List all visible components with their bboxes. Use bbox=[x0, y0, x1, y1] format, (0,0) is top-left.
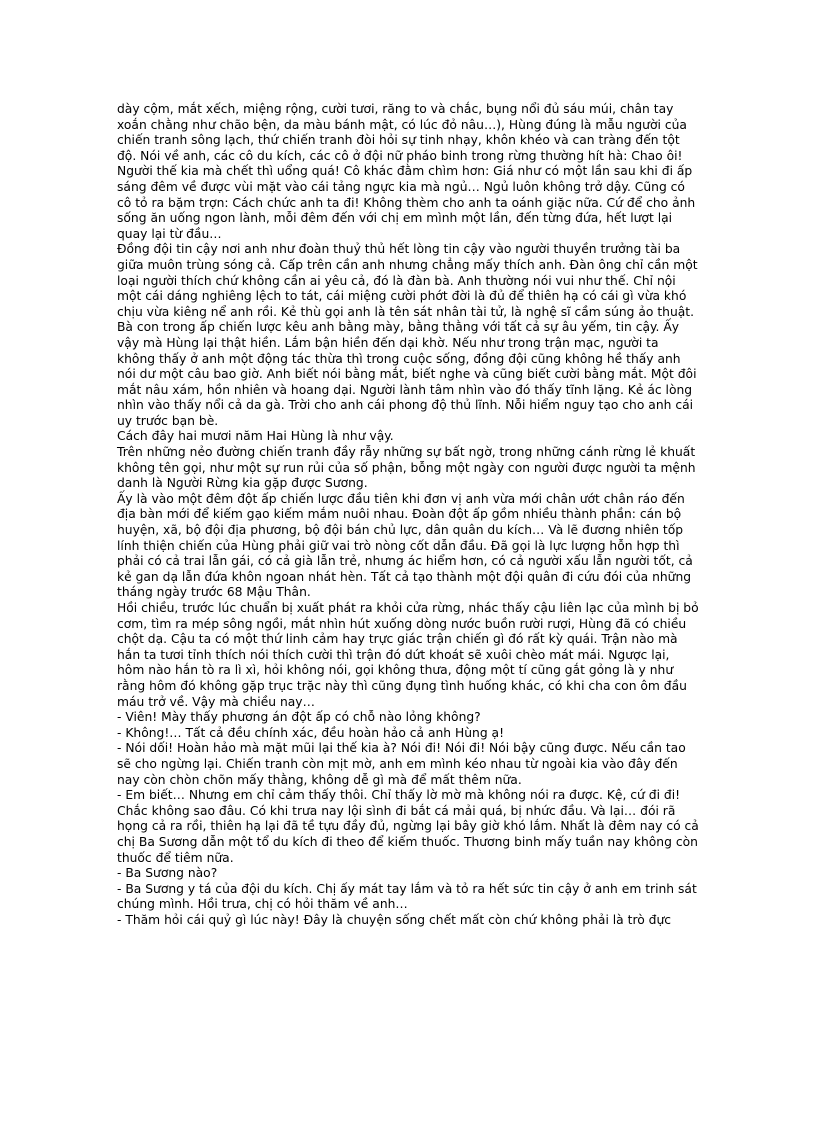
paragraph: dày cộm, mắt xếch, miệng rộng, cười tươi, răng to và chắc, bụng nổi đủ sáu múi, chân tay xoắn chằng như chão bện, da màu bánh mật, có lúc đỏ nâu…), Hùng đúng là mẫu người của chiến tranh sông lạch, thứ chiến tranh đòi hỏi sự tinh nhạy, khôn khéo và can tràng đến tột độ. Nói về anh, các cô du kích, các cô ở đội nữ pháo binh trong rừng thường hít hà: Chao ôi! Người thế kia mà chết thì uổng quá! Cô khác đằm chìm hơn: Giá như có một lần sau khi đi ấp sáng đêm về được vùi mặt vào cái tảng ngực kia mà ngủ… Ngủ luôn không trở dậy. Cũng có cô tỏ ra bặm trợn: Cách chức anh ta đi! Không thèm cho anh ta oánh giặc nữa. Cứ để cho ảnh sống ăn uống ngon lành, mỗi đêm đến với chị em mình một lần, đến từng đứa, hết lượt lại quay lại từ đầu… bbox=[117, 102, 696, 241]
dialogue-line: - Ba Sương nào? bbox=[117, 866, 218, 881]
document-page bbox=[117, 102, 699, 928]
paragraph: Trên những nẻo đường chiến tranh đầy rẫy những sự bất ngờ, trong những cánh rừng lẻ khuất không tên gọi, như một sự run rủi của số phận, bỗng một ngày con người được người ta mệnh danh là Người Rừng kia gặp được Sương. bbox=[117, 445, 696, 491]
dialogue-line: - Viên! Mày thấy phương án đột ấp có chỗ nào lỏng không? bbox=[117, 710, 481, 725]
paragraph: Đồng đội tin cậy nơi anh như đoàn thuỷ thủ hết lòng tin cậy vào người thuyền trưởng tài ba giữa muôn trùng sóng cả. Cấp trên cần anh nhưng chẳng mấy thích anh. Đàn ông chỉ cần một loại người thích chứ không cần ai yêu cả, đó là đàn bà. Anh thường nói vui như thế. Chỉ nội một cái dáng nghiêng lệch to tát, cái miệng cười phớt đời là đủ để thiên hạ có cái gì vừa khó chịu vừa kiêng nể anh rồi. Kẻ thù gọi anh là tên sát nhân tài tử, là nghệ sĩ cầm súng ảo thuật. Bà con trong ấp chiến lược kêu anh bằng mày, bằng thằng với tất cả sự âu yếm, tin cậy. Ấy vậy mà Hùng lại thật hiền. Lắm bận hiền đến dại khờ. Nếu như trong trận mạc, người ta không thấy ở anh một động tác thừa thì trong cuộc sống, đồng đội cũng không hề thấy anh nói dư một câu bao giờ. Anh biết nói bằng mắt, biết nghe và cũng biết cười bằng mắt. Một đôi mắt nâu xám, hồn nhiên và hoang dại. Người lành tâm nhìn vào đó thấy tĩnh lặng. Kẻ ác lòng nhìn vào thấy nổi cả da gà. Trời cho anh cái phong độ thủ lĩnh. Nỗi hiểm nguy tạo cho anh cái uy trước bạn bè. bbox=[117, 242, 698, 428]
dialogue-line: - Thăm hỏi cái quỷ gì lúc này! Đây là chuyện sống chết mất còn chứ không phải là trò đực bbox=[117, 912, 672, 927]
paragraph: Hồi chiều, trước lúc chuẩn bị xuất phát ra khỏi cửa rừng, nhác thấy cậu liên lạc của mình bị bỏ cơm, tìm ra mép sông ngồi, mắt nhìn hút xuống dòng nước buồn rười rượi, Hùng đã có chiều chột dạ. Cậu ta có một thứ linh cảm hay trực giác trận chiến gì đó rất kỳ quái. Trận nào mà hắn ta tươi tỉnh thích nói thích cười thì trận đó dứt khoát sẽ xuôi chèo mát mái. Ngược lại, hôm nào hắn tò ra lì xì, hỏi không nói, gọi không thưa, động một tí cũng gắt gỏng là y như rằng hôm đó không gặp trục trặc này thì cũng đụng tình huống khác, có khi cha con ôm đầu máu trở về. Vậy mà chiều nay… bbox=[117, 601, 699, 709]
paragraph: Cách đây hai mươi năm Hai Hùng là như vậy. bbox=[117, 429, 394, 444]
dialogue-line: - Nói dối! Hoàn hảo mà mặt mũi lại thế kia à? Nói đi! Nói đi! Nói bậy cũng được. Nếu cần tao sẽ cho ngừng lại. Chiến tranh còn mịt mờ, anh em mình kéo nhau từ ngoài kia vào đây đến nay còn chòn chõn mấy thằng, không dễ gì mà để mất thêm nữa. bbox=[117, 741, 686, 787]
dialogue-line: - Em biết… Nhưng em chỉ cảm thấy thôi. Chỉ thấy lờ mờ mà không nói ra được. Kệ, cứ đi đi! Chắc không sao đâu. Có khi trưa nay lội sình đi bắt cá mải quá, bị nhức đầu. Và lại… đói rã họng cả ra rồi, thiên hạ lại đã tề tựu đầy đủ, ngừng lại bây giờ khó lắm. Nhất là đêm nay có cả chị Ba Sương dẫn một tổ du kích đi theo để kiếm thuốc. Thương binh mấy tuần nay không còn thuốc để tiêm nữa. bbox=[117, 788, 699, 865]
dialogue-line: - Ba Sương y tá của đội du kích. Chị ấy mát tay lắm và tỏ ra hết sức tin cậy ở anh em trinh sát chúng mình. Hồi trưa, chị có hỏi thăm về anh… bbox=[117, 881, 697, 912]
dialogue-line: - Không!… Tất cả đều chính xác, đều hoàn hảo cả anh Hùng ạ! bbox=[117, 725, 505, 740]
paragraph: Ấy là vào một đêm đột ấp chiến lược đầu tiên khi đơn vị anh vừa mới chân ướt chân ráo đến địa bàn mới để kiếm gạo kiếm mắm nuôi nhau. Đoàn đột ấp gồm nhiều thành phần: cán bộ huyện, xã, bộ đội địa phương, bộ đội bán chủ lực, dân quân du kích… Và lẽ đương nhiên tốp lính thiện chiến của Hùng phải giữ vai trò nòng cốt dẫn đầu. Đã gọi là lực lượng hỗn hợp thì phải có cả trai lẫn gái, có cả già lẫn trẻ, nhưng ác hiểm hơn, có cả người xấu lẫn người tốt, cả kẻ gan dạ lẫn đứa khôn ngoan nhát hèn. Tất cả tạo thành một đội quân đi cứu đói của những tháng ngày trước 68 Mậu Thân. bbox=[117, 491, 693, 600]
